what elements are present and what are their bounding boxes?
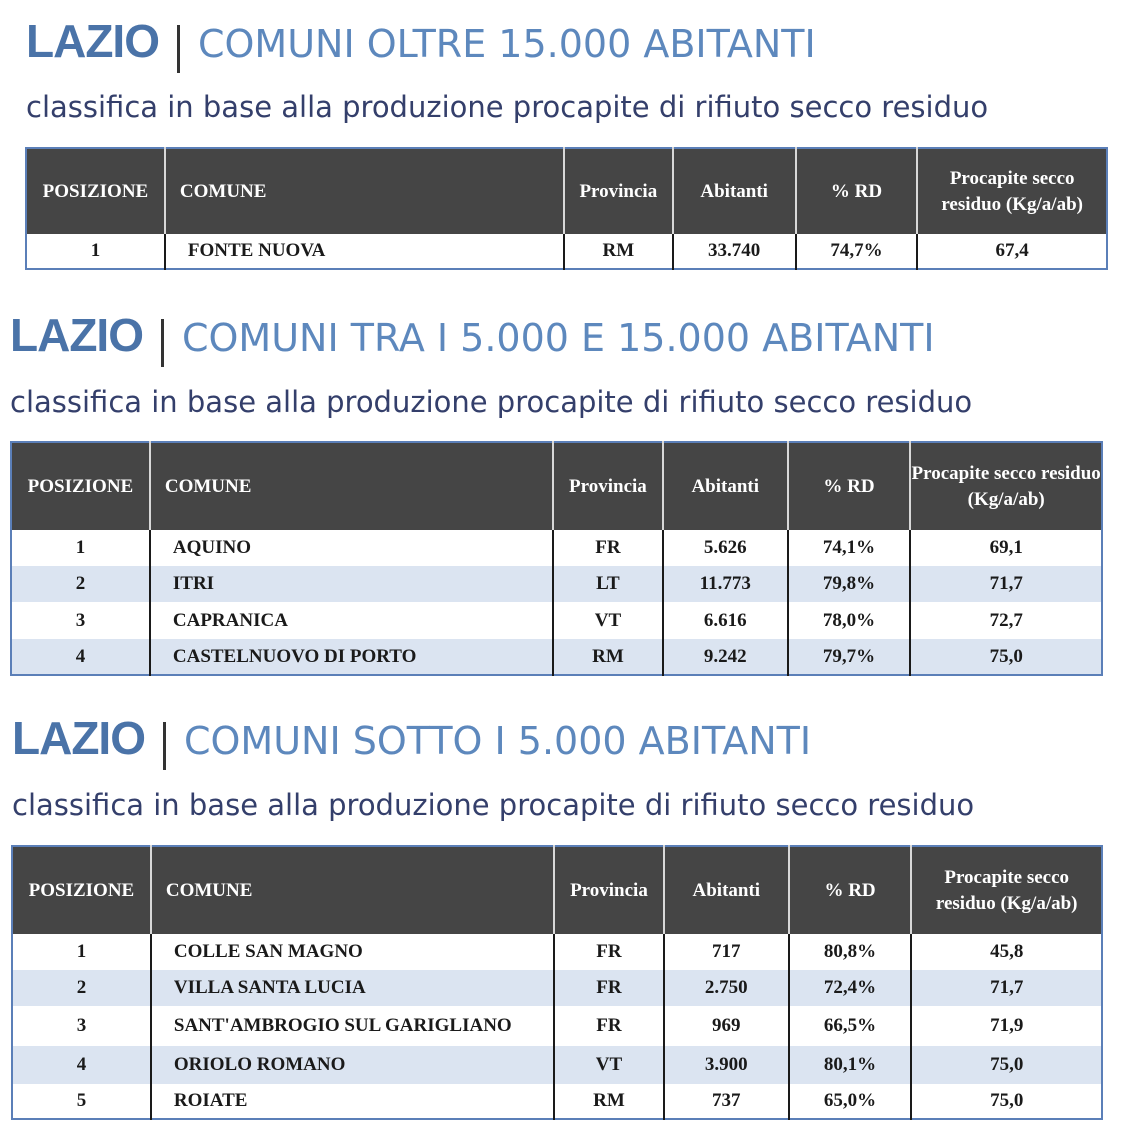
cell-abitanti: 3.900 [664,1046,789,1084]
header-abitanti: Abitanti [664,846,789,934]
region-label: LAZIO [12,712,145,764]
cell-procapite: 75,0 [911,1084,1102,1119]
region-label: LAZIO [10,309,143,361]
table-row [11,566,1102,602]
cell-posizione: 5 [12,1084,151,1119]
section-2-subtitle: classifica in base alla produzione procapite di rifiuto secco residuo [10,385,973,419]
title-divider [177,25,180,73]
cell-rd: 74,1% [788,530,911,566]
cell-comune: AQUINO [150,530,553,566]
header-provincia: Provincia [553,442,663,530]
table-row [12,1006,1102,1046]
table-row [12,1046,1102,1084]
cell-provincia: RM [554,1084,664,1119]
header-procapite: Procapite secco residuo (Kg/a/ab) [917,148,1107,234]
cell-abitanti: 2.750 [664,970,789,1006]
cell-provincia: LT [553,566,663,602]
header-abitanti: Abitanti [663,442,788,530]
region-label: LAZIO [26,15,159,67]
category-label: COMUNI SOTTO I 5.000 ABITANTI [183,719,812,763]
cell-posizione: 2 [11,566,150,602]
header-comune: COMUNE [151,846,554,934]
cell-provincia: RM [564,234,673,269]
table-row [12,970,1102,1006]
cell-provincia: FR [554,1006,664,1046]
cell-provincia: FR [553,530,663,566]
header-rd: % RD [788,442,911,530]
cell-comune: ORIOLO ROMANO [151,1046,554,1084]
cell-abitanti: 33.740 [673,234,796,269]
cell-provincia: RM [553,639,663,675]
table-header-row [11,442,1102,530]
cell-comune: VILLA SANTA LUCIA [151,970,554,1006]
table-header-row [12,846,1102,934]
header-rd: % RD [789,846,912,934]
cell-comune: ROIATE [151,1084,554,1119]
section-3-title [12,712,812,774]
cell-rd: 80,8% [789,934,912,970]
cell-posizione: 2 [12,970,151,1006]
cell-provincia: FR [554,970,664,1006]
header-procapite: Procapite secco residuo (Kg/a/ab) [910,442,1102,530]
section-1-subtitle: classifica in base alla produzione procapite di rifiuto secco residuo [26,90,989,124]
cell-rd: 79,8% [788,566,911,602]
cell-rd: 74,7% [796,234,918,269]
cell-comune: FONTE NUOVA [165,234,564,269]
ranking-table-3 [11,845,1103,1120]
cell-procapite: 67,4 [917,234,1107,269]
cell-procapite: 75,0 [911,1046,1102,1084]
cell-rd: 66,5% [789,1006,912,1046]
cell-procapite: 69,1 [910,530,1102,566]
cell-posizione: 3 [12,1006,151,1046]
cell-abitanti: 9.242 [663,639,788,675]
cell-posizione: 3 [11,602,150,639]
cell-posizione: 4 [12,1046,151,1084]
header-posizione: POSIZIONE [11,442,150,530]
table-row [12,1084,1102,1119]
cell-abitanti: 6.616 [663,602,788,639]
cell-comune: ITRI [150,566,553,602]
cell-provincia: FR [554,934,664,970]
cell-procapite: 71,7 [911,970,1102,1006]
header-abitanti: Abitanti [673,148,796,234]
cell-procapite: 71,7 [910,566,1102,602]
header-rd: % RD [796,148,918,234]
title-divider [163,722,166,770]
header-posizione: POSIZIONE [12,846,151,934]
category-label: COMUNI TRA I 5.000 E 15.000 ABITANTI [181,316,935,360]
ranking-table-1 [25,147,1108,270]
table-header-row [26,148,1107,234]
section-2-title [10,309,935,371]
cell-rd: 78,0% [788,602,911,639]
cell-posizione: 1 [12,934,151,970]
cell-abitanti: 5.626 [663,530,788,566]
cell-posizione: 1 [26,234,165,269]
header-posizione: POSIZIONE [26,148,165,234]
ranking-table-2 [10,441,1103,676]
header-procapite: Procapite secco residuo (Kg/a/ab) [911,846,1102,934]
cell-comune: SANT'AMBROGIO SUL GARIGLIANO [151,1006,554,1046]
table-row [26,234,1107,269]
header-comune: COMUNE [165,148,564,234]
cell-abitanti: 969 [664,1006,789,1046]
header-comune: COMUNE [150,442,553,530]
cell-rd: 72,4% [789,970,912,1006]
header-provincia: Provincia [554,846,664,934]
cell-provincia: VT [553,602,663,639]
cell-comune: CASTELNUOVO DI PORTO [150,639,553,675]
cell-rd: 79,7% [788,639,911,675]
cell-comune: CAPRANICA [150,602,553,639]
table-row [11,602,1102,639]
cell-procapite: 75,0 [910,639,1102,675]
cell-procapite: 72,7 [910,602,1102,639]
title-divider [161,319,164,367]
section-1-title [26,15,816,77]
cell-posizione: 4 [11,639,150,675]
cell-provincia: VT [554,1046,664,1084]
table-row [11,639,1102,675]
cell-abitanti: 11.773 [663,566,788,602]
table-row [12,934,1102,970]
category-label: COMUNI OLTRE 15.000 ABITANTI [197,22,816,66]
cell-posizione: 1 [11,530,150,566]
cell-comune: COLLE SAN MAGNO [151,934,554,970]
cell-abitanti: 737 [664,1084,789,1119]
cell-procapite: 45,8 [911,934,1102,970]
cell-procapite: 71,9 [911,1006,1102,1046]
cell-abitanti: 717 [664,934,789,970]
section-3-subtitle: classifica in base alla produzione procapite di rifiuto secco residuo [12,788,975,822]
cell-rd: 65,0% [789,1084,912,1119]
table-row [11,530,1102,566]
header-provincia: Provincia [564,148,673,234]
cell-rd: 80,1% [789,1046,912,1084]
